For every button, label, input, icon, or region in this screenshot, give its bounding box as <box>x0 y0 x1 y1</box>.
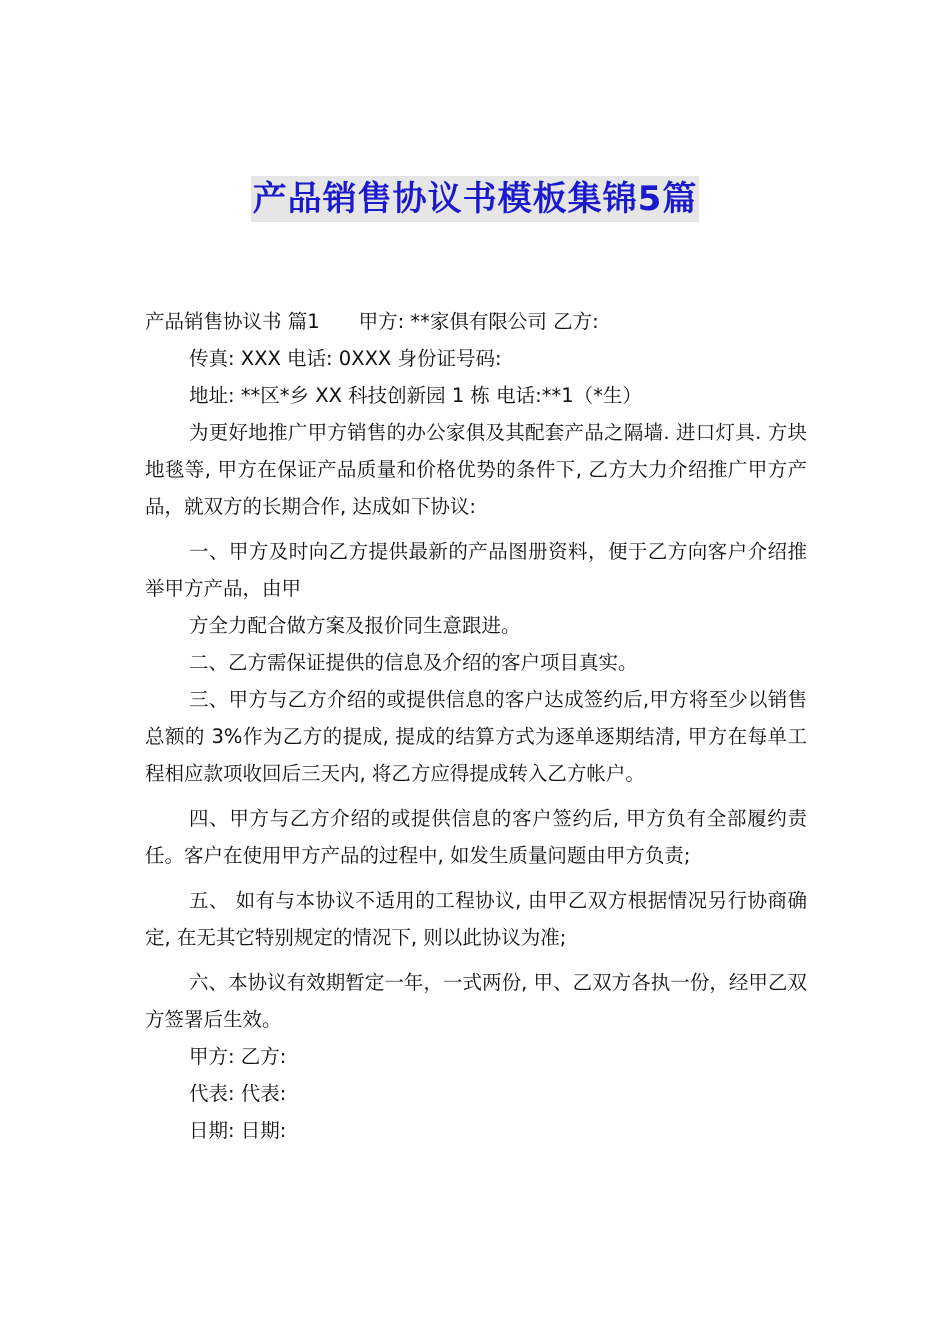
clause-1b: 方全力配合做方案及报价同生意跟进。 <box>189 614 521 637</box>
title-wrap <box>0 176 950 222</box>
intro-paragraph: 为更好地推广甲方销售的办公家俱及其配套产品之隔墙. 进口灯具. 方块地毯等, 甲方在保证产品质量和价格优势的条件下, 乙方大力介绍推广甲方产品，就双方的长期合作, 达成如下协议: <box>145 421 807 518</box>
clause-6: 六、本协议有效期暂定一年，一式两份, 甲、乙双方各执一份，经甲乙双方签署后生效。 <box>145 971 807 1031</box>
spacer <box>145 874 807 882</box>
signature-representatives: 代表: 代表: <box>189 1082 287 1105</box>
spacer <box>145 956 807 964</box>
clause-4: 四、甲方与乙方介绍的或提供信息的客户签约后, 甲方负有全部履约责任。客户在使用甲方产品的过程中, 如发生质量问题由甲方负责; <box>145 807 807 867</box>
clause-3: 三、甲方与乙方介绍的或提供信息的客户达成签约后,甲方将至少以销售总额的 3%作为乙方的提成, 提成的结算方式为逐单逐期结清, 甲方在每单工程相应款项收回后三天内, 将乙方应得提成转入乙方帐户。 <box>145 688 807 785</box>
spacer <box>145 792 807 800</box>
fax-line: 传真: XXX 电话: 0XXX 身份证号码: <box>189 347 502 370</box>
spacer <box>145 525 807 533</box>
document-body <box>145 303 807 1149</box>
clause-2: 二、乙方需保证提供的信息及介绍的客户项目真实。 <box>189 651 638 674</box>
document-title: 产品销售协议书模板集锦5篇 <box>251 176 700 222</box>
signature-dates: 日期: 日期: <box>189 1119 287 1142</box>
signature-parties: 甲方: 乙方: <box>189 1045 287 1068</box>
clause-5: 五、 如有与本协议不适用的工程协议, 由甲乙双方根据情况另行协商确定, 在无其它特别规定的情况下, 则以此协议为准; <box>145 889 807 949</box>
address-line: 地址: **区*乡 XX 科技创新园 1 栋 电话:**1（*生） <box>189 384 642 407</box>
clause-1a: 一、甲方及时向乙方提供最新的产品图册资料，便于乙方向客户介绍推举甲方产品，由甲 <box>145 540 807 600</box>
header-line: 产品销售协议书 篇1 甲方: **家俱有限公司 乙方: <box>145 310 599 333</box>
